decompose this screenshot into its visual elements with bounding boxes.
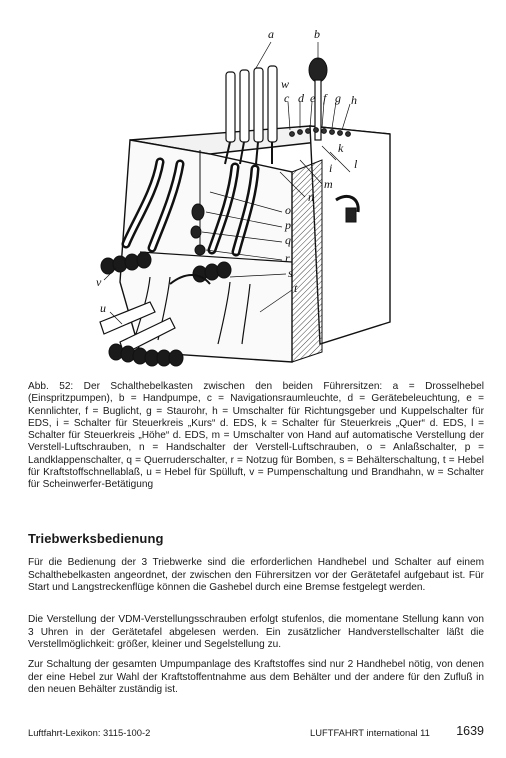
section-heading: Triebwerksbedienung	[28, 531, 164, 546]
page-number: 1639	[456, 724, 484, 738]
label-p: p	[285, 218, 291, 232]
label-g: g	[335, 91, 341, 105]
label-a: a	[268, 27, 274, 41]
label-s: s	[288, 266, 293, 280]
footer-reference: Luftfahrt-Lexikon: 3115-100-2	[28, 727, 151, 738]
label-f: f	[323, 91, 327, 105]
page-footer	[28, 724, 484, 740]
figure-caption: Abb. 52: Der Schalthebelkasten zwischen den beiden Führersitzen: a = Drosselhebel (Einspritzpumpen), b = Handpumpe, c = Navigationsraumleuchte, d = Gerätebeleuchtung, e = Kennlichter, f = Buglicht, g = Staurohr, h = Umschalter für Richtungsgeber und Kuppelschalter für EDS, i = Schalter für Steuerkreis „Kurs“ d. EDS, k = Schalter für Steuerkreis „Quer“ d. EDS, l = Schalter für Steuerkreis „Höhe“ d. EDS, m = Umschalter von Hand auf automatische Verstellung der Verstell-Luftschrauben, n = Handschalter der Verstell-Luftschrauben, o = Anlaßschalter, p = Landklappenschalter, q = Querruderschalter, r = Notzug für Bomben, s = Behälterschaltung, t = Hebel für Kraftstoffschnellablaß, u = Hebel für Spülluft, v = Pumpenschaltung und Brandhahn, w = Schalter für Scheinwerfer-Betätigung	[28, 381, 484, 491]
label-v: v	[96, 275, 102, 289]
label-l: l	[354, 157, 358, 171]
label-k: k	[338, 141, 344, 155]
label-o: o	[285, 203, 291, 217]
body-paragraph: Zur Schaltung der gesamten Umpumpanlage des Kraftstoffes sind nur 2 Handhebel nötig, von denen der eine Hebel zur Wahl der Kraftstoffentnahme aus dem Behälter und der andere für den Zufluß in den neuen Behälter zuständig ist.	[28, 659, 484, 696]
label-h: h	[351, 93, 357, 107]
label-d: d	[298, 91, 304, 105]
label-u: u	[100, 301, 106, 315]
label-w: w	[281, 77, 290, 91]
label-q: q	[285, 233, 291, 247]
throttle-console-drawing	[60, 22, 460, 374]
label-t: t	[294, 281, 298, 295]
body-paragraph: Für die Bedienung der 3 Triebwerke sind die erforderlichen Handhebel und Schalter auf einem Schalthebelkasten angeordnet, der zwischen den Führersitzen vor der Gerätetafel aufgebaut ist. Für Start und Langstreckenflüge können die Gashebel durch eine Bremse festgelegt werden.	[28, 557, 484, 594]
label-e: e	[310, 91, 316, 105]
label-r: r	[285, 251, 290, 265]
console-illustration	[60, 22, 460, 374]
footer-publication: LUFTFAHRT international 11	[310, 727, 430, 738]
label-b: b	[314, 27, 320, 41]
body-paragraph: Die Verstellung der VDM-Verstellungsschrauben erfolgt stufenlos, die momentane Stellung kann von 3 Uhren in der Gerätetafel abgelesen werden. Ein zusätzlicher Handverstellschalter läßt die Verstellmöglichkeit: größer, kleiner und Segelstellung zu.	[28, 614, 484, 651]
label-n: n	[308, 190, 314, 204]
label-m: m	[324, 177, 333, 191]
label-i: i	[329, 161, 333, 175]
label-c: c	[284, 91, 290, 105]
